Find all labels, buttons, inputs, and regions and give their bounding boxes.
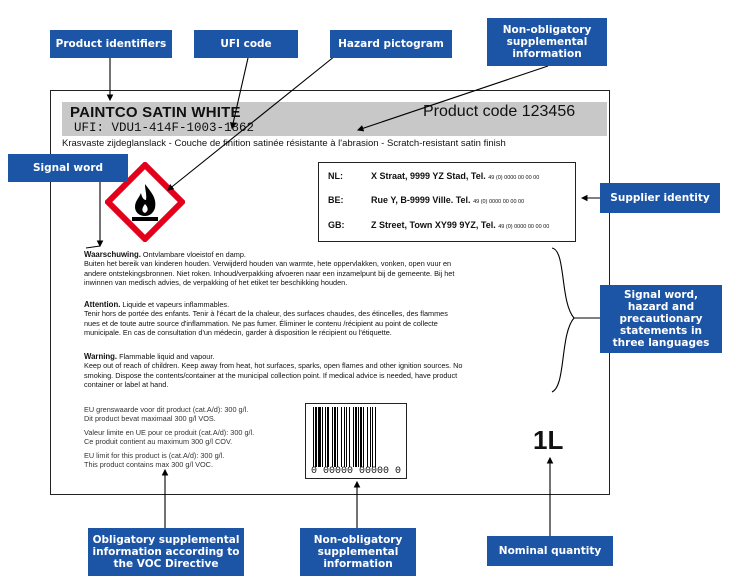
voc-line: Ce produit contient au maximum 300 g/l COV. [84, 436, 233, 446]
barcode-bar [355, 407, 357, 467]
nominal-quantity: 1L [533, 425, 564, 455]
supplier-address: X Straat, 9999 YZ Stad, Tel. [371, 171, 486, 181]
barcode-bar [313, 407, 314, 467]
precautionary-line: inwinnen van medisch advies, de verpakking of het etiket ter beschikking houden. [84, 278, 348, 288]
barcode-bar [322, 407, 323, 467]
voc-line: Dit product bevat maximaal 300 g/l VOS. [84, 413, 216, 423]
barcode-digit: 0 [395, 466, 402, 477]
voc-line: This product contains max 300 g/l VOC. [84, 459, 213, 469]
barcode-bar [346, 407, 347, 467]
barcode-bar [349, 407, 350, 467]
barcode-bar [341, 407, 342, 467]
supplier-country: BE: [328, 195, 344, 205]
barcode-bar [372, 407, 373, 467]
callout-hazard-pictogram: Hazard pictogram [330, 30, 452, 58]
product-code: Product code 123456 [423, 103, 576, 120]
supplier-tel: 49 (0) 0000 00 00 00 [473, 199, 525, 205]
supplier-address: Rue Y, B-9999 Ville. Tel. [371, 195, 471, 205]
callout-supplier-identity: Supplier identity [600, 183, 720, 213]
barcode-bar [358, 407, 359, 467]
precautionary-line: Tenir hors de portée des enfants. Tenir à l'écart de la chaleur, des surfaces chaudes, des étincelles, des flammes [84, 309, 448, 319]
barcode-bar [363, 407, 364, 467]
precautionary-line: municipale. En cas de consultation d'un médecin, garder à disposition le récipient ou l'étiquette. [84, 328, 392, 338]
product-description: Krasvaste zijdeglanslack - Couche de finition satinée résistante à l'abrasion - Scratch-resistant satin finish [62, 138, 506, 149]
hazard-statement: Ontvlambare vloeistof en damp. [140, 250, 246, 259]
barcode-bar [327, 407, 329, 467]
voc-info-dutch [84, 406, 289, 423]
voc-line: Valeur limite en UE pour ce produit (cat.A/d): 300 g/l. [84, 428, 255, 437]
barcode-bar [325, 407, 326, 467]
supplier-country: GB: [328, 220, 345, 230]
voc-line: EU grenswaarde voor dit product (cat.A/d): 300 g/l. [84, 405, 249, 414]
supplier-row-gb [319, 220, 575, 238]
supplier-identity-box [318, 162, 576, 242]
precautionary-line: container or label at hand. [84, 380, 169, 390]
signal-word: Warning. [84, 352, 118, 361]
supplier-tel: 49 (0) 0000 00 00 00 [488, 175, 540, 181]
barcode-digit: 0 [310, 466, 317, 477]
precautionary-line: Keep out of reach of children. Keep away from heat, hot surfaces, sparks, open flames and other ignition sources. No [84, 361, 463, 371]
barcode-bar [332, 407, 333, 467]
supplier-address: Z Street, Town XY99 9YZ, Tel. [371, 220, 496, 230]
callout-voc-directive: Obligatory supplemental information according to the VOC Directive [88, 528, 244, 576]
statement-dutch [84, 250, 536, 288]
barcode-bar [375, 407, 376, 467]
voc-line: EU limit for this product is (cat.A/d): 300 g/l. [84, 451, 225, 460]
barcode-bars [312, 407, 402, 467]
barcode-digit: 00000 [322, 466, 353, 477]
voc-info-french [84, 429, 289, 446]
callout-non-obligatory-bottom: Non-obligatory supplemental information [300, 528, 416, 576]
barcode-digits [306, 466, 406, 477]
callout-ufi-code: UFI code [194, 30, 298, 58]
barcode-bar [344, 407, 345, 467]
ufi-code: UFI: VDU1-414F-1003-1862 [74, 121, 255, 135]
precautionary-line: Buiten het bereik van kinderen houden. Verwijderd houden van warmte, hete oppervlakken, vonken, open vuur en [84, 259, 452, 269]
statement-english [84, 352, 536, 390]
hazard-statement: Liquide et vapeurs inflammables. [120, 300, 230, 309]
precautionary-line: nues et de toute autre source d'inflammation. Ne pas fumer. Éliminer le contenu /récipient au point de collecte [84, 318, 438, 328]
supplier-row-be [319, 195, 575, 213]
hazard-statement: Flammable liquid and vapour. [117, 352, 215, 361]
callout-signal-word: Signal word [8, 154, 128, 182]
barcode [305, 403, 407, 479]
supplier-tel: 49 (0) 0000 00 00 00 [498, 224, 550, 230]
signal-word: Waarschuwing. [84, 250, 141, 259]
barcode-bar [370, 407, 371, 467]
product-name: PAINTCO SATIN WHITE [70, 104, 241, 121]
callout-statements-three-languages: Signal word, hazard and precautionary statements in three languages [600, 285, 722, 353]
supplier-country: NL: [328, 171, 343, 181]
barcode-bar [360, 407, 362, 467]
supplier-row-nl [319, 171, 575, 189]
callout-nominal-quantity: Nominal quantity [487, 536, 613, 566]
barcode-digit: 00000 [359, 466, 390, 477]
voc-info-english [84, 452, 289, 469]
statement-french [84, 300, 536, 338]
callout-non-obligatory-top: Non-obligatory supplemental information [487, 18, 607, 66]
precautionary-line: smoking. Dispose the contents/container at the municipal collection point. If medical advice is needed, have product [84, 370, 458, 380]
barcode-bar [318, 407, 321, 467]
barcode-bar [334, 407, 336, 467]
precautionary-line: andere ontstekingsbronnen. Niet roken. Inhoud/verpakking afvoeren naar een inzamelpunt bij de gemeente. Bij het [84, 268, 455, 278]
barcode-bar [367, 407, 368, 467]
barcode-bar [353, 407, 354, 467]
barcode-bar [337, 407, 338, 467]
callout-product-identifiers: Product identifiers [50, 30, 172, 58]
barcode-bar [315, 407, 317, 467]
signal-word: Attention. [84, 300, 121, 309]
